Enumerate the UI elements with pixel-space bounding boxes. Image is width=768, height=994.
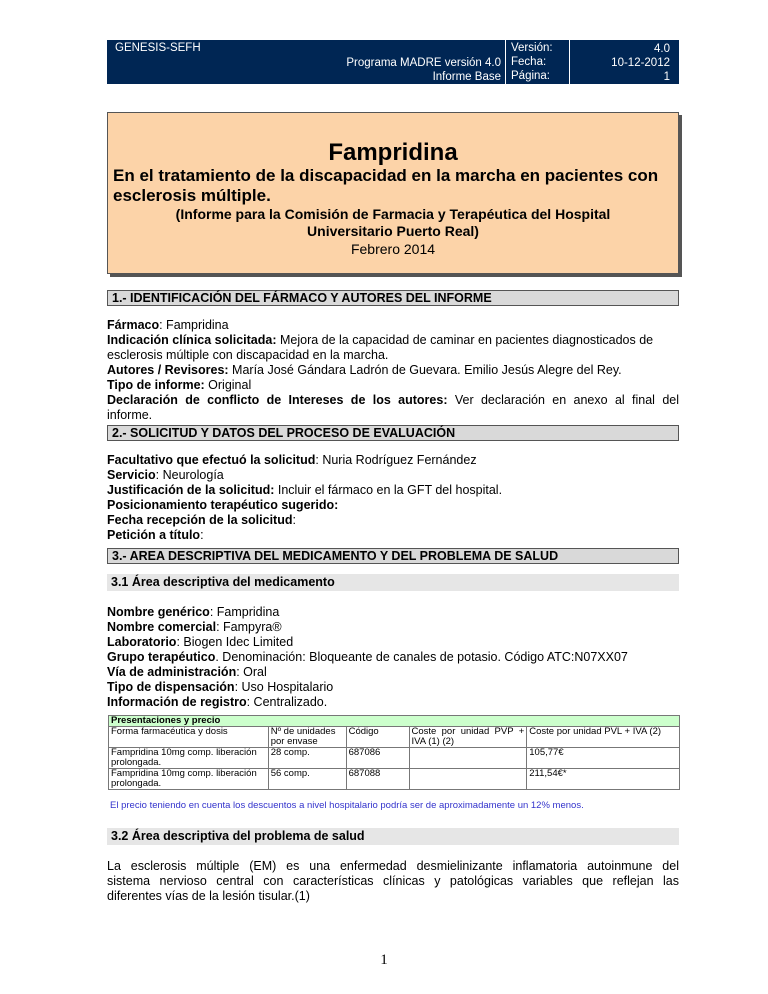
table-header-row	[109, 727, 680, 748]
section-heading-2: 2.- SOLICITUD Y DATOS DEL PROCESO DE EVALUACIÓN	[107, 425, 679, 441]
version-value: 4.0	[654, 43, 670, 55]
tipo-value: Original	[204, 378, 252, 392]
table-cell: 687088	[346, 769, 409, 790]
servicio-label: Servicio	[107, 468, 156, 482]
justificacion-label: Justificación de la solicitud:	[107, 483, 275, 497]
peticion-label: Petición a título	[107, 528, 201, 542]
autores-label: Autores / Revisores:	[107, 363, 229, 377]
dispensacion-label: Tipo de dispensación	[107, 680, 235, 694]
presentations-table	[108, 715, 680, 790]
table-row	[109, 748, 680, 769]
table-cell	[409, 748, 527, 769]
via-label: Vía de administración	[107, 665, 237, 679]
program-version: Programa MADRE versión 4.0	[346, 57, 501, 69]
table-header-cell: Forma farmacéutica y dosis	[109, 727, 269, 748]
drug-title: Fampridina	[328, 139, 458, 166]
table-cell: Fampridina 10mg comp. liberación prolongada.	[109, 748, 269, 769]
indication-subtitle: En el tratamiento de la discapacidad en la marcha en pacientes con esclerosis múltiple.	[113, 166, 659, 205]
document-header	[107, 40, 679, 84]
commission-line-2: Universitario Puerto Real)	[307, 223, 479, 239]
header-divider	[569, 40, 570, 84]
conflicto-value: Ver declaración en anexo al final del	[447, 393, 679, 407]
table-row	[109, 769, 680, 790]
grupo-value: . Denominación: Bloqueante de canales de potasio. Código ATC:N07XX07	[215, 650, 628, 664]
generico-value: : Fampridina	[209, 605, 280, 619]
farmaco-label: Fármaco	[107, 318, 160, 332]
paragraph-line: diferentes vías de la lesión tisular.(1)	[107, 889, 310, 903]
pagina-label: Página:	[511, 70, 551, 82]
tipo-label: Tipo de informe:	[107, 378, 205, 392]
grupo-label: Grupo terapéutico	[107, 650, 216, 664]
title-box	[107, 112, 679, 274]
farmaco-value: : Fampridina	[159, 318, 229, 332]
table-header-cell: Código	[346, 727, 409, 748]
table-caption-row	[109, 716, 680, 727]
facultativo-value: : Nuria Rodríguez Fernández	[315, 453, 477, 467]
posicionamiento-label: Posicionamiento terapéutico sugerido:	[107, 498, 339, 512]
justificacion-value: Incluir el fármaco en la GFT del hospital.	[274, 483, 503, 497]
header-divider	[505, 40, 506, 84]
fecha-value: 10-12-2012	[611, 57, 670, 69]
section-heading-3: 3.- AREA DESCRIPTIVA DEL MEDICAMENTO Y DEL PROBLEMA DE SALUD	[107, 548, 679, 564]
indicacion-label: Indicación clínica solicitada:	[107, 333, 277, 347]
servicio-value: : Neurología	[155, 468, 224, 482]
table-header-cell: Coste por unidad PVL + IVA (2)	[527, 727, 680, 748]
conflicto-value-cont: informe.	[107, 408, 153, 422]
table-caption: Presentaciones y precio	[109, 716, 680, 727]
table-header-cell: Coste por unidad PVP + IVA (1) (2)	[409, 727, 527, 748]
laboratorio-label: Laboratorio	[107, 635, 177, 649]
org-name: GENESIS-SEFH	[115, 42, 201, 54]
indicacion-value-cont: esclerosis múltiple con discapacidad en la marcha.	[107, 348, 389, 362]
section-3-2-body	[107, 859, 679, 904]
subsection-heading-3-2: 3.2 Área descriptiva del problema de salud	[107, 828, 679, 845]
peticion-value: :	[200, 528, 204, 542]
registro-label: Información de registro	[107, 695, 247, 709]
paragraph-line: La esclerosis múltiple (EM) es una enfermedad desmielinizante inflamatoria autoinmune del	[107, 859, 679, 873]
page-number: 1	[380, 952, 388, 968]
table-cell: 687086	[346, 748, 409, 769]
fecha-label: Fecha:	[511, 56, 547, 68]
indicacion-value: Mejora de la capacidad de caminar en pacientes diagnosticados de	[276, 333, 654, 347]
via-value: : Oral	[236, 665, 267, 679]
comercial-value: : Fampyra®	[216, 620, 282, 634]
table-cell: Fampridina 10mg comp. liberación prolongada.	[109, 769, 269, 790]
autores-value: María José Gándara Ladrón de Guevara. Emilio Jesús Alegre del Rey.	[228, 363, 622, 377]
table-cell: 56 comp.	[268, 769, 346, 790]
facultativo-label: Facultativo que efectuó la solicitud	[107, 453, 316, 467]
section-3-1-body	[107, 605, 679, 710]
pagina-value: 1	[663, 71, 670, 83]
paragraph-line: sistema nervioso central con características clínicas y patológicas variables que reflejan las	[107, 874, 679, 888]
price-note: El precio teniendo en cuenta los descuentos a nivel hospitalario podría ser de aproximadamente un 12% menos.	[110, 800, 584, 811]
report-type: Informe Base	[432, 71, 501, 83]
table-cell: 28 comp.	[268, 748, 346, 769]
table-cell: 211,54€*	[527, 769, 680, 790]
report-date: Febrero 2014	[350, 241, 436, 257]
table-cell	[409, 769, 527, 790]
subsection-heading-3-1: 3.1 Área descriptiva del medicamento	[107, 574, 679, 591]
table-header-cell: Nº de unidades por envase	[268, 727, 346, 748]
comercial-label: Nombre comercial	[107, 620, 217, 634]
section-1-body	[107, 318, 679, 422]
fecha-recepcion-label: Fecha recepción de la solicitud	[107, 513, 293, 527]
dispensacion-value: : Uso Hospitalario	[234, 680, 334, 694]
version-label: Versión:	[511, 42, 553, 54]
commission-line-1: (Informe para la Comisión de Farmacia y Terapéutica del Hospital	[175, 206, 611, 222]
table-cell: 105,77€	[527, 748, 680, 769]
generico-label: Nombre genérico	[107, 605, 210, 619]
conflicto-label: Declaración de conflicto de Intereses de los autores:	[107, 393, 448, 407]
fecha-recepcion-value: :	[292, 513, 296, 527]
section-heading-1: 1.- IDENTIFICACIÓN DEL FÁRMACO Y AUTORES DEL INFORME	[107, 290, 679, 306]
laboratorio-value: : Biogen Idec Limited	[176, 635, 294, 649]
section-2-body	[107, 453, 679, 542]
registro-value: : Centralizado.	[246, 695, 328, 709]
